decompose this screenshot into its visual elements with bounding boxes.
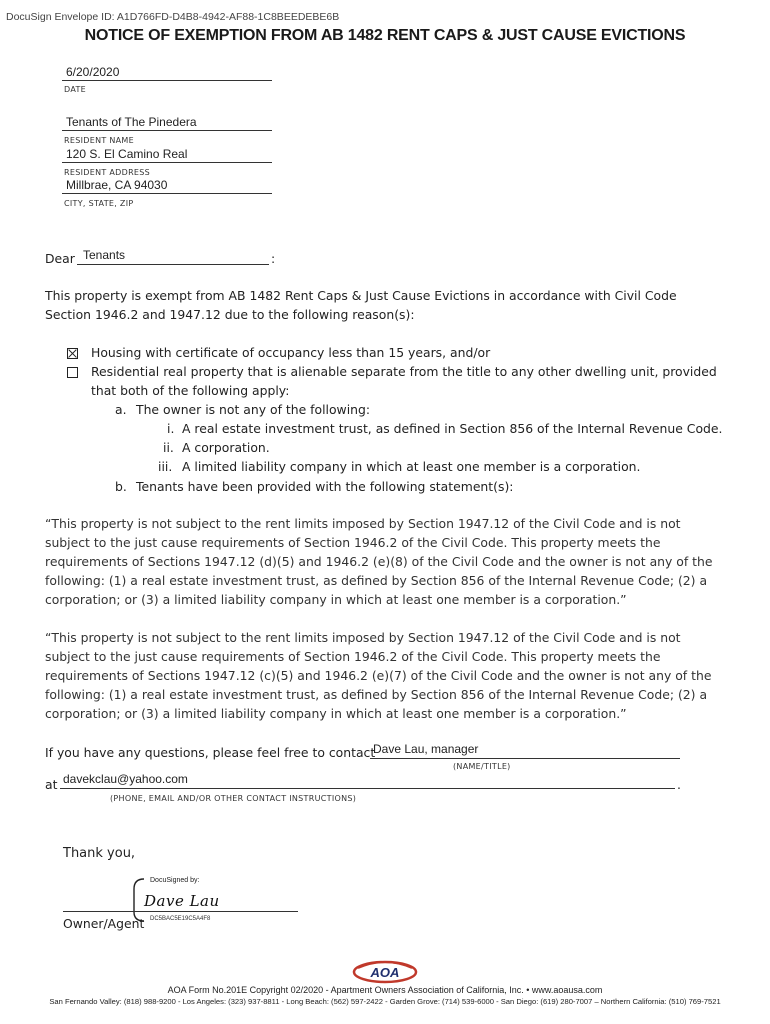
reason-2-text: Residential real property that is alienable separate from the title to any other dwelling unit, provided that both of the following apply: — [91, 364, 717, 398]
footer-copyright: AOA Form No.201E Copyright 02/2020 - Apartment Owners Association of California, Inc. • www.aoausa.com — [167, 985, 603, 995]
contact-name-value[interactable]: Dave Lau, manager — [373, 742, 479, 756]
sub-a-ii-marker: ii. — [163, 440, 174, 455]
resident-name-caption: RESIDENT NAME — [64, 136, 134, 145]
resident-address-line — [62, 162, 272, 163]
owner-agent-label: Owner/Agent — [63, 916, 145, 931]
contact-name-caption: (NAME/TITLE) — [453, 762, 511, 771]
contact-name-line — [370, 758, 680, 759]
resident-address-value[interactable]: 120 S. El Camino Real — [66, 147, 188, 161]
signature-line — [63, 911, 298, 912]
signer-id: DC5BAC5E19C5A4F8 — [150, 916, 211, 922]
envelope-id: DocuSign Envelope ID: A1D766FD-D4B8-4942-AF88-1C8BEEDEBE6B — [6, 11, 340, 23]
page-title: NOTICE OF EXEMPTION FROM AB 1482 RENT CAPS & JUST CAUSE EVICTIONS — [84, 27, 686, 44]
contact-info-line — [60, 788, 675, 789]
aoa-logo-icon — [352, 958, 418, 984]
aoa-logo-text: AOA — [370, 965, 400, 980]
signature-text: Dave Lau — [144, 892, 220, 910]
sub-a-iii-text: A limited liability company in which at least one member is a corporation. — [182, 459, 641, 474]
sub-b-text: Tenants have been provided with the following statement(s): — [136, 479, 514, 494]
sub-a-ii-text: A corporation. — [182, 440, 270, 455]
contact-info-caption: (PHONE, EMAIL AND/OR OTHER CONTACT INSTRUCTIONS) — [110, 794, 357, 803]
docusign-signature-block[interactable] — [130, 874, 250, 924]
sub-a-marker: a. — [115, 402, 127, 417]
salutation-line — [77, 264, 269, 265]
sub-a-text: The owner is not any of the following: — [136, 402, 371, 417]
date-caption: DATE — [64, 85, 87, 94]
contact-lead: If you have any questions, please feel free to contact — [45, 745, 376, 760]
salutation-suffix: : — [271, 251, 276, 266]
contact-at-label: at — [45, 777, 58, 792]
reason-1-checkbox[interactable] — [67, 348, 78, 359]
date-value[interactable]: 6/20/2020 — [66, 65, 120, 79]
sub-a-i-text: A real estate investment trust, as defined in Section 856 of the Internal Revenue Code. — [182, 421, 723, 436]
resident-name-line — [62, 130, 272, 131]
statement-quote-2: “This property is not subject to the rent limits imposed by Section 1947.12 of the Civil Code and is not subject to the just cause requirements of Section 1946.2 of the Civil Code. This property meets the requirements of Sections 1947.12 (c)(5) and 1946.2 (e)(7) of the Civil Code and the owner is not any of the following: (1) a real estate investment trust, as defined by Section 856 of the Internal Revenue Code; (2) a corporation; or (3) a limited liability company in which at least one member is a corporation.” — [45, 630, 712, 721]
reason-2-checkbox[interactable] — [67, 367, 78, 378]
intro-paragraph: This property is exempt from AB 1482 Rent Caps & Just Cause Evictions in accordance with Civil Code Section 1946.2 and 1947.12 due to the following reason(s): — [45, 288, 677, 322]
contact-info-value[interactable]: davekclau@yahoo.com — [63, 772, 188, 786]
resident-name-value[interactable]: Tenants of The Pinedera — [66, 115, 197, 129]
statement-quote-1: “This property is not subject to the rent limits imposed by Section 1947.12 of the Civil Code and is not subject to the just cause requirements of Section 1946.2 of the Civil Code. This property meets the requirements of Sections 1947.12 (d)(5) and 1946.2 (e)(8) of the Civil Code and the owner is not any of the following: (1) a real estate investment trust, as defined by Section 856 of the Internal Revenue Code; (2) a corporation; or (3) a limited liability company in which at least one member is a corporation.” — [45, 516, 713, 607]
sub-b-marker: b. — [115, 479, 127, 494]
date-line — [62, 80, 272, 81]
city-state-zip-value[interactable]: Millbrae, CA 94030 — [66, 178, 168, 192]
sub-a-iii-marker: iii. — [158, 459, 173, 474]
footer-offices: San Fernando Valley: (818) 988-9200 - Los Angeles: (323) 937-8811 - Long Beach: (562) 597-2422 - Garden Grove: (714) 539-6000 - San Diego: (619) 280-7007 – Northern California: (510) 769-7521 — [49, 997, 721, 1006]
salutation-name[interactable]: Tenants — [83, 248, 126, 262]
city-state-zip-caption: CITY, STATE, ZIP — [64, 199, 134, 208]
salutation-prefix: Dear — [45, 251, 75, 266]
contact-period: . — [677, 777, 681, 792]
docusigned-label: DocuSigned by: — [150, 877, 200, 884]
city-state-zip-line — [62, 193, 272, 194]
sub-a-i-marker: i. — [167, 421, 175, 436]
closing-text: Thank you, — [63, 846, 136, 861]
resident-address-caption: RESIDENT ADDRESS — [64, 168, 151, 177]
reason-1-text: Housing with certificate of occupancy less than 15 years, and/or — [91, 345, 491, 360]
